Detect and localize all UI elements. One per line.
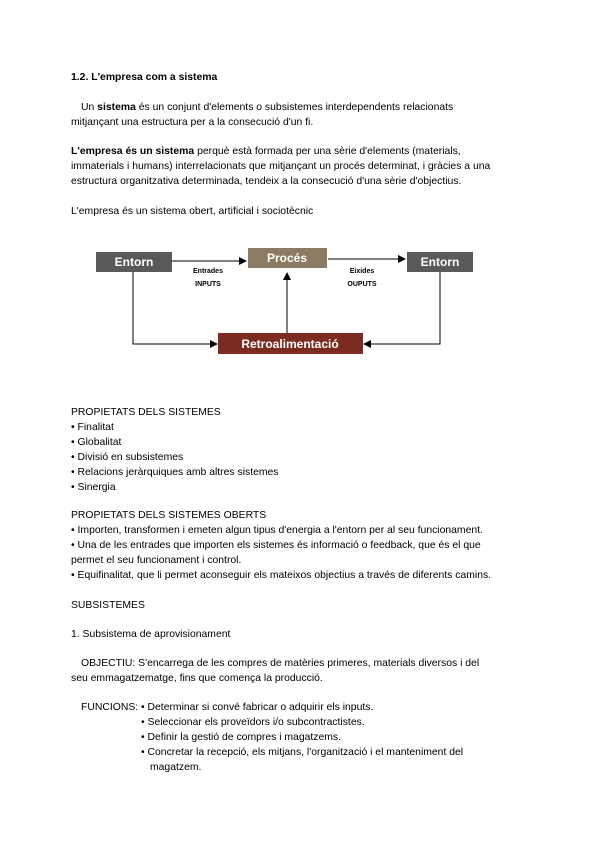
oberts-title: PROPIETATS DELS SISTEMES OBERTS bbox=[71, 510, 267, 521]
propietats-title: PROPIETATS DELS SISTEMES bbox=[71, 407, 221, 418]
para-obert: L'empresa és un sistema obert, artificial i sociotècnic bbox=[71, 206, 314, 217]
propietats-item: • Sinergia bbox=[71, 482, 116, 493]
funcions-label: FUNCIONS: bbox=[81, 702, 139, 713]
para-empresa-line3: estructura organitzativa determinada, tendeix a la consecució d'una sèrie d'objectius. bbox=[71, 176, 462, 187]
text-rest: perquè està formada per una sèrie d'elements (materials, bbox=[194, 146, 461, 157]
text-prefix: Un bbox=[81, 102, 98, 113]
section-heading: 1.2. L'empresa com a sistema bbox=[71, 72, 218, 83]
entorn-right-label: Entorn bbox=[420, 255, 460, 269]
funcions-item-cont: magatzem. bbox=[150, 762, 202, 773]
system-diagram bbox=[0, 0, 600, 400]
oberts-line: • Una de les entrades que importen els sistemes és informació o feedback, que és el que bbox=[71, 540, 481, 551]
para-sistema-line2: mitjançant una estructura per a la consecució d'un fi. bbox=[71, 117, 314, 128]
term-empresa-sistema: L'empresa és un sistema bbox=[71, 146, 195, 157]
funcions-item: • Definir la gestió de compres i magatzems. bbox=[141, 732, 341, 743]
oberts-line: • Equifinalitat, que li permet aconseguir els mateixos objectius a través de diferents camins. bbox=[71, 570, 492, 581]
outputs-label-1: Eixides bbox=[349, 268, 375, 275]
entorn-left-label: Entorn bbox=[114, 255, 154, 269]
text-rest: és un conjunt d'elements o subsistemes interdependents relacionats bbox=[135, 102, 454, 113]
propietats-item: • Divisió en subsistemes bbox=[71, 452, 184, 463]
retroalimentacio-label: Retroalimentació bbox=[241, 337, 339, 351]
funcions-item: • Concretar la recepció, els mitjans, l'organització i el manteniment del bbox=[141, 747, 464, 758]
subsistema-1-title: 1. Subsistema de aprovisionament bbox=[71, 629, 231, 640]
propietats-item: • Relacions jeràrquiques amb altres sistemes bbox=[71, 467, 279, 478]
oberts-line: permet el seu funcionament i control. bbox=[71, 555, 242, 566]
oberts-line: • Importen, transformen i emeten algun tipus d'energia a l'entorn per al seu funcionament. bbox=[71, 525, 483, 536]
propietats-item: • Globalitat bbox=[71, 437, 122, 448]
para-empresa-line2: immaterials i humans) interrelacionats que mitjançant un procés determinat, i gràcies a una bbox=[71, 161, 491, 172]
proces-label: Procés bbox=[266, 251, 308, 265]
funcions-item: • Determinar si convé fabricar o adquirir els inputs. bbox=[141, 702, 374, 713]
term-sistema: sistema bbox=[97, 102, 136, 113]
outputs-label-2: OUPUTS bbox=[347, 281, 377, 288]
inputs-label-1: Entrades bbox=[193, 268, 223, 275]
subsistemes-title: SUBSISTEMES bbox=[71, 600, 145, 611]
propietats-item: • Finalitat bbox=[71, 422, 114, 433]
funcions-item: • Seleccionar els proveïdors i/o subcontractistes. bbox=[141, 717, 365, 728]
inputs-label-2: INPUTS bbox=[195, 281, 221, 288]
objectiu-line2: seu emmagatzematge, fins que comença la producció. bbox=[71, 673, 323, 684]
objectiu-line1: OBJECTIU: S'encarrega de les compres de matèries primeres, materials diversos i del bbox=[81, 658, 480, 669]
